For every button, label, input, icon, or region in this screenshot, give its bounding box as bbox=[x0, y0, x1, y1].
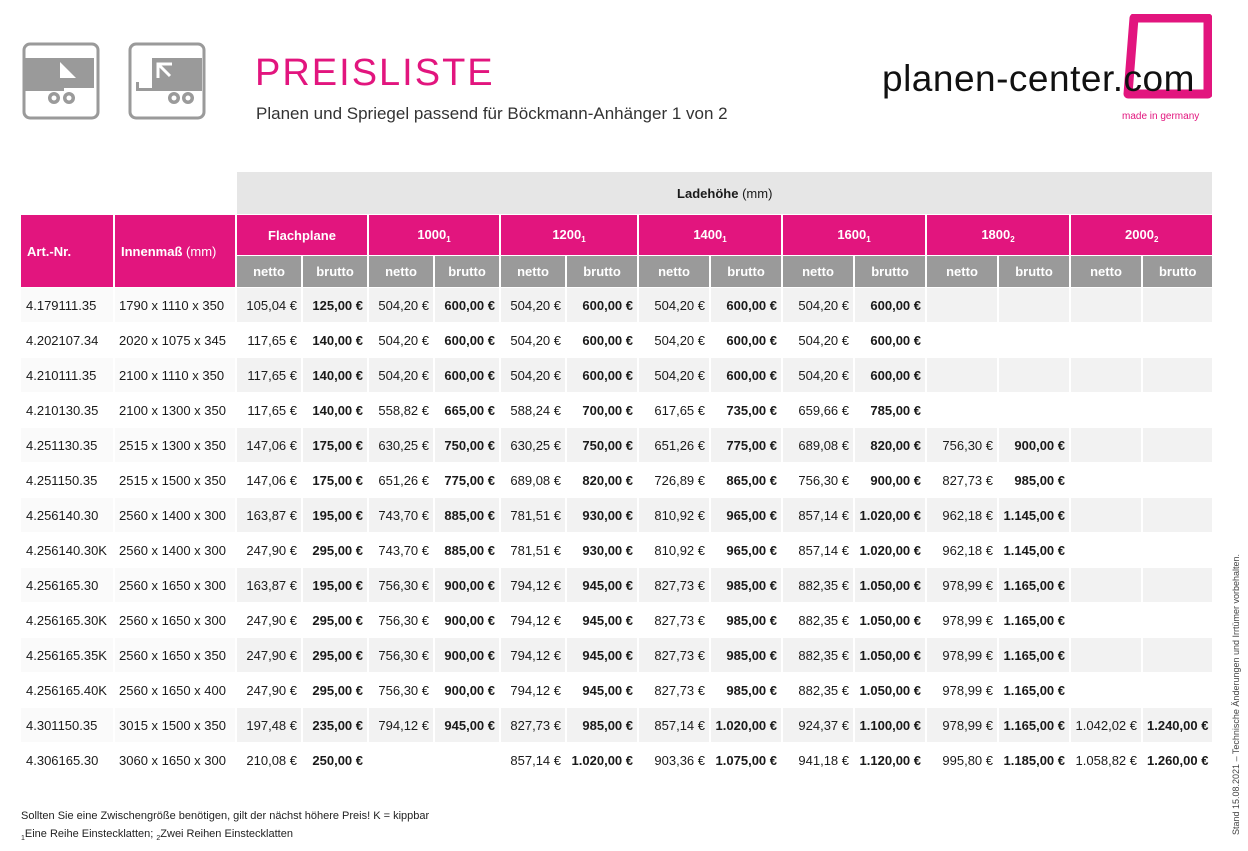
covered-trailer-icon bbox=[22, 42, 100, 120]
price-netto: 163,87 € bbox=[237, 568, 303, 603]
inner-dimensions: 2560 x 1400 x 300 bbox=[115, 533, 237, 568]
price-brutto: 1.020,00 € bbox=[855, 533, 927, 568]
price-netto: 794,12 € bbox=[501, 673, 567, 708]
price-brutto: 820,00 € bbox=[567, 463, 639, 498]
price-brutto: 195,00 € bbox=[303, 568, 369, 603]
height-header-flachplane: Flachplane bbox=[237, 215, 369, 256]
price-netto: 756,30 € bbox=[369, 673, 435, 708]
price-netto: 588,24 € bbox=[501, 393, 567, 428]
price-brutto: 295,00 € bbox=[303, 603, 369, 638]
price-brutto bbox=[1143, 638, 1214, 673]
price-netto: 941,18 € bbox=[783, 743, 855, 778]
price-netto bbox=[1071, 288, 1143, 323]
price-brutto: 1.050,00 € bbox=[855, 568, 927, 603]
price-brutto: 985,00 € bbox=[711, 603, 783, 638]
height-header-1800: $1800_2$ bbox=[927, 215, 1071, 256]
price-brutto: 295,00 € bbox=[303, 638, 369, 673]
table-row bbox=[21, 638, 1214, 673]
price-netto: 743,70 € bbox=[369, 498, 435, 533]
price-netto: 857,14 € bbox=[639, 708, 711, 743]
price-netto: 504,20 € bbox=[369, 323, 435, 358]
price-netto: 117,65 € bbox=[237, 358, 303, 393]
table-row bbox=[21, 358, 1214, 393]
article-number: 4.256165.35K bbox=[21, 638, 115, 673]
price-brutto bbox=[999, 323, 1071, 358]
table-row bbox=[21, 603, 1214, 638]
price-brutto: 930,00 € bbox=[567, 498, 639, 533]
price-brutto: 1.165,00 € bbox=[999, 603, 1071, 638]
price-netto: 810,92 € bbox=[639, 498, 711, 533]
brutto-header: brutto bbox=[855, 256, 927, 288]
brutto-header: brutto bbox=[1143, 256, 1214, 288]
price-brutto: 985,00 € bbox=[999, 463, 1071, 498]
price-brutto: 1.165,00 € bbox=[999, 673, 1071, 708]
price-brutto: 175,00 € bbox=[303, 463, 369, 498]
inner-dimensions: 2020 x 1075 x 345 bbox=[115, 323, 237, 358]
price-netto: 504,20 € bbox=[501, 358, 567, 393]
price-table bbox=[21, 172, 1214, 778]
netto-header: netto bbox=[501, 256, 567, 288]
company-logo bbox=[882, 12, 1212, 127]
article-number: 4.306165.30 bbox=[21, 743, 115, 778]
inner-dimensions: 1790 x 1110 x 350 bbox=[115, 288, 237, 323]
price-brutto bbox=[1143, 568, 1214, 603]
price-netto: 1.058,82 € bbox=[1071, 743, 1143, 778]
price-brutto: 1.165,00 € bbox=[999, 708, 1071, 743]
price-netto: 210,08 € bbox=[237, 743, 303, 778]
price-netto: 504,20 € bbox=[369, 358, 435, 393]
price-brutto: 965,00 € bbox=[711, 498, 783, 533]
article-number: 4.301150.35 bbox=[21, 708, 115, 743]
side-note: Stand 15.08.2021 – Technische Änderungen und Irrtümer vorbehalten. bbox=[1231, 553, 1241, 835]
price-brutto bbox=[1143, 673, 1214, 708]
price-brutto: 1.145,00 € bbox=[999, 533, 1071, 568]
price-brutto: 985,00 € bbox=[567, 708, 639, 743]
price-brutto: 140,00 € bbox=[303, 358, 369, 393]
brutto-header: brutto bbox=[999, 256, 1071, 288]
price-brutto: 1.240,00 € bbox=[1143, 708, 1214, 743]
price-netto: 962,18 € bbox=[927, 498, 999, 533]
price-netto: 978,99 € bbox=[927, 638, 999, 673]
article-number: 4.256140.30K bbox=[21, 533, 115, 568]
price-brutto bbox=[999, 288, 1071, 323]
article-number: 4.251150.35 bbox=[21, 463, 115, 498]
price-netto bbox=[927, 393, 999, 428]
price-brutto: 1.120,00 € bbox=[855, 743, 927, 778]
price-brutto bbox=[1143, 498, 1214, 533]
price-brutto: 600,00 € bbox=[855, 358, 927, 393]
price-netto bbox=[1071, 393, 1143, 428]
inner-dimensions: 2560 x 1650 x 300 bbox=[115, 603, 237, 638]
price-brutto: 1.185,00 € bbox=[999, 743, 1071, 778]
article-number: 4.210130.35 bbox=[21, 393, 115, 428]
price-netto: 794,12 € bbox=[369, 708, 435, 743]
price-brutto bbox=[999, 358, 1071, 393]
height-header-1400: $1400_1$ bbox=[639, 215, 783, 256]
article-number: 4.256140.30 bbox=[21, 498, 115, 533]
price-netto: 504,20 € bbox=[783, 288, 855, 323]
price-netto: 882,35 € bbox=[783, 638, 855, 673]
netto-header: netto bbox=[237, 256, 303, 288]
price-netto: 857,14 € bbox=[783, 533, 855, 568]
price-netto: 504,20 € bbox=[501, 288, 567, 323]
price-netto bbox=[1071, 638, 1143, 673]
price-netto bbox=[1071, 463, 1143, 498]
price-netto: 882,35 € bbox=[783, 568, 855, 603]
price-brutto: 1.100,00 € bbox=[855, 708, 927, 743]
table-row bbox=[21, 463, 1214, 498]
price-brutto: 1.050,00 € bbox=[855, 603, 927, 638]
inner-dimensions: 2515 x 1500 x 350 bbox=[115, 463, 237, 498]
price-brutto: 600,00 € bbox=[567, 323, 639, 358]
price-netto: 756,30 € bbox=[369, 568, 435, 603]
price-brutto: 1.075,00 € bbox=[711, 743, 783, 778]
price-brutto: 1.050,00 € bbox=[855, 673, 927, 708]
price-brutto: 945,00 € bbox=[567, 603, 639, 638]
price-brutto bbox=[1143, 288, 1214, 323]
price-netto: 743,70 € bbox=[369, 533, 435, 568]
price-brutto: 985,00 € bbox=[711, 638, 783, 673]
price-brutto: 930,00 € bbox=[567, 533, 639, 568]
price-netto: 504,20 € bbox=[369, 288, 435, 323]
price-netto: 781,51 € bbox=[501, 498, 567, 533]
height-header-2000: $2000_2$ bbox=[1071, 215, 1214, 256]
price-netto: 903,36 € bbox=[639, 743, 711, 778]
table-row bbox=[21, 568, 1214, 603]
price-brutto: 900,00 € bbox=[435, 603, 501, 638]
price-brutto: 600,00 € bbox=[567, 288, 639, 323]
price-netto: 147,06 € bbox=[237, 463, 303, 498]
price-netto: 827,73 € bbox=[639, 638, 711, 673]
price-brutto: 1.020,00 € bbox=[711, 708, 783, 743]
brutto-header: brutto bbox=[303, 256, 369, 288]
inner-dimensions: 2560 x 1650 x 400 bbox=[115, 673, 237, 708]
price-brutto: 600,00 € bbox=[567, 358, 639, 393]
price-brutto: 945,00 € bbox=[435, 708, 501, 743]
article-number: 4.256165.30K bbox=[21, 603, 115, 638]
price-netto: 689,08 € bbox=[783, 428, 855, 463]
price-netto: 504,20 € bbox=[783, 358, 855, 393]
price-netto: 1.042,02 € bbox=[1071, 708, 1143, 743]
logo-tagline: made in germany bbox=[1122, 111, 1200, 122]
article-number: 4.251130.35 bbox=[21, 428, 115, 463]
table-row bbox=[21, 393, 1214, 428]
article-number: 4.202107.34 bbox=[21, 323, 115, 358]
price-brutto: 750,00 € bbox=[567, 428, 639, 463]
price-netto: 882,35 € bbox=[783, 673, 855, 708]
price-brutto: 1.020,00 € bbox=[567, 743, 639, 778]
price-brutto: 235,00 € bbox=[303, 708, 369, 743]
artnr-header: Art.-Nr. bbox=[21, 215, 115, 288]
table-row bbox=[21, 323, 1214, 358]
price-brutto: 945,00 € bbox=[567, 568, 639, 603]
price-netto bbox=[1071, 568, 1143, 603]
table-corner bbox=[21, 172, 237, 215]
price-netto: 857,14 € bbox=[783, 498, 855, 533]
price-netto bbox=[927, 358, 999, 393]
price-brutto: 775,00 € bbox=[711, 428, 783, 463]
table-row bbox=[21, 708, 1214, 743]
price-netto: 827,73 € bbox=[501, 708, 567, 743]
price-netto: 978,99 € bbox=[927, 673, 999, 708]
price-brutto: 900,00 € bbox=[855, 463, 927, 498]
price-brutto: 600,00 € bbox=[435, 323, 501, 358]
price-brutto: 1.260,00 € bbox=[1143, 743, 1214, 778]
price-netto: 558,82 € bbox=[369, 393, 435, 428]
price-netto: 117,65 € bbox=[237, 323, 303, 358]
price-brutto: 900,00 € bbox=[435, 568, 501, 603]
price-netto: 504,20 € bbox=[501, 323, 567, 358]
table-row bbox=[21, 533, 1214, 568]
price-brutto: 1.020,00 € bbox=[855, 498, 927, 533]
brutto-header: brutto bbox=[711, 256, 783, 288]
price-netto: 978,99 € bbox=[927, 568, 999, 603]
price-brutto: 775,00 € bbox=[435, 463, 501, 498]
price-netto: 827,73 € bbox=[639, 673, 711, 708]
price-netto: 247,90 € bbox=[237, 673, 303, 708]
price-brutto: 885,00 € bbox=[435, 498, 501, 533]
price-brutto: 945,00 € bbox=[567, 638, 639, 673]
price-netto bbox=[369, 743, 435, 778]
price-netto: 794,12 € bbox=[501, 603, 567, 638]
price-netto: 247,90 € bbox=[237, 603, 303, 638]
price-netto: 794,12 € bbox=[501, 568, 567, 603]
netto-header: netto bbox=[783, 256, 855, 288]
price-brutto: 295,00 € bbox=[303, 673, 369, 708]
height-header-1200: $1200_1$ bbox=[501, 215, 639, 256]
price-brutto: 600,00 € bbox=[711, 358, 783, 393]
price-netto: 630,25 € bbox=[369, 428, 435, 463]
price-brutto bbox=[1143, 603, 1214, 638]
ladehoehe-header: Ladehöhe (mm) bbox=[237, 172, 1214, 215]
article-number: 4.256165.30 bbox=[21, 568, 115, 603]
price-netto: 105,04 € bbox=[237, 288, 303, 323]
price-netto: 924,37 € bbox=[783, 708, 855, 743]
article-number: 4.210111.35 bbox=[21, 358, 115, 393]
inner-dimensions: 2515 x 1300 x 350 bbox=[115, 428, 237, 463]
price-brutto: 600,00 € bbox=[711, 323, 783, 358]
price-netto: 197,48 € bbox=[237, 708, 303, 743]
footnote-zwischengroesse: Sollten Sie eine Zwischengröße benötigen, gilt der nächst höhere Preis! K = kippbar bbox=[21, 810, 430, 822]
netto-header: netto bbox=[927, 256, 999, 288]
logo-text: planen-center.com bbox=[882, 58, 1195, 99]
price-netto: 504,20 € bbox=[639, 288, 711, 323]
price-brutto: 295,00 € bbox=[303, 533, 369, 568]
price-brutto bbox=[1143, 428, 1214, 463]
article-number: 4.179111.35 bbox=[21, 288, 115, 323]
price-netto bbox=[1071, 673, 1143, 708]
price-netto: 617,65 € bbox=[639, 393, 711, 428]
price-brutto: 985,00 € bbox=[711, 673, 783, 708]
price-netto: 995,80 € bbox=[927, 743, 999, 778]
price-netto: 247,90 € bbox=[237, 533, 303, 568]
table-row bbox=[21, 288, 1214, 323]
price-brutto: 600,00 € bbox=[855, 323, 927, 358]
price-netto: 857,14 € bbox=[501, 743, 567, 778]
table-row bbox=[21, 428, 1214, 463]
inner-dimensions: 3060 x 1650 x 300 bbox=[115, 743, 237, 778]
inner-dimensions: 2560 x 1650 x 350 bbox=[115, 638, 237, 673]
inner-dimensions: 3015 x 1500 x 350 bbox=[115, 708, 237, 743]
price-brutto bbox=[1143, 533, 1214, 568]
price-brutto: 985,00 € bbox=[711, 568, 783, 603]
price-brutto: 885,00 € bbox=[435, 533, 501, 568]
price-brutto: 1.050,00 € bbox=[855, 638, 927, 673]
price-brutto: 250,00 € bbox=[303, 743, 369, 778]
price-brutto: 735,00 € bbox=[711, 393, 783, 428]
price-brutto bbox=[1143, 393, 1214, 428]
height-header-1600: $1600_1$ bbox=[783, 215, 927, 256]
price-netto: 978,99 € bbox=[927, 708, 999, 743]
price-netto: 827,73 € bbox=[639, 603, 711, 638]
price-netto: 756,30 € bbox=[927, 428, 999, 463]
price-netto: 756,30 € bbox=[369, 638, 435, 673]
price-brutto: 1.145,00 € bbox=[999, 498, 1071, 533]
innenmass-header: Innenmaß (mm) bbox=[115, 215, 237, 288]
price-brutto: 965,00 € bbox=[711, 533, 783, 568]
price-brutto: 900,00 € bbox=[435, 673, 501, 708]
price-netto: 794,12 € bbox=[501, 638, 567, 673]
price-brutto: 600,00 € bbox=[435, 288, 501, 323]
inner-dimensions: 2560 x 1400 x 300 bbox=[115, 498, 237, 533]
inner-dimensions: 2560 x 1650 x 300 bbox=[115, 568, 237, 603]
price-netto bbox=[1071, 603, 1143, 638]
price-netto: 117,65 € bbox=[237, 393, 303, 428]
price-netto: 756,30 € bbox=[783, 463, 855, 498]
netto-header: netto bbox=[1071, 256, 1143, 288]
open-trailer-icon bbox=[128, 42, 206, 120]
price-netto: 962,18 € bbox=[927, 533, 999, 568]
price-netto bbox=[1071, 533, 1143, 568]
price-brutto bbox=[1143, 323, 1214, 358]
footnote-einstecklatten: $_1$Eine Reihe Einstecklatten; $_2$Zwei Reihen Einstecklatten bbox=[21, 828, 293, 842]
price-netto: 978,99 € bbox=[927, 603, 999, 638]
price-netto: 163,87 € bbox=[237, 498, 303, 533]
price-netto: 504,20 € bbox=[783, 323, 855, 358]
price-netto bbox=[927, 323, 999, 358]
price-brutto: 945,00 € bbox=[567, 673, 639, 708]
price-brutto: 140,00 € bbox=[303, 393, 369, 428]
article-number: 4.256165.40K bbox=[21, 673, 115, 708]
price-brutto: 900,00 € bbox=[999, 428, 1071, 463]
price-netto bbox=[1071, 498, 1143, 533]
price-netto: 781,51 € bbox=[501, 533, 567, 568]
price-netto bbox=[1071, 358, 1143, 393]
price-netto: 247,90 € bbox=[237, 638, 303, 673]
price-netto: 882,35 € bbox=[783, 603, 855, 638]
price-brutto: 700,00 € bbox=[567, 393, 639, 428]
price-brutto: 175,00 € bbox=[303, 428, 369, 463]
price-netto: 651,26 € bbox=[369, 463, 435, 498]
price-netto: 689,08 € bbox=[501, 463, 567, 498]
price-netto: 659,66 € bbox=[783, 393, 855, 428]
price-brutto: 600,00 € bbox=[435, 358, 501, 393]
price-netto: 810,92 € bbox=[639, 533, 711, 568]
price-netto: 651,26 € bbox=[639, 428, 711, 463]
price-netto: 504,20 € bbox=[639, 323, 711, 358]
price-netto bbox=[1071, 323, 1143, 358]
price-brutto: 1.165,00 € bbox=[999, 638, 1071, 673]
price-netto: 756,30 € bbox=[369, 603, 435, 638]
netto-header: netto bbox=[639, 256, 711, 288]
price-brutto: 750,00 € bbox=[435, 428, 501, 463]
price-brutto: 140,00 € bbox=[303, 323, 369, 358]
price-netto: 630,25 € bbox=[501, 428, 567, 463]
price-netto: 504,20 € bbox=[639, 358, 711, 393]
price-brutto: 900,00 € bbox=[435, 638, 501, 673]
price-brutto: 600,00 € bbox=[855, 288, 927, 323]
brutto-header: brutto bbox=[435, 256, 501, 288]
table-row bbox=[21, 673, 1214, 708]
brutto-header: brutto bbox=[567, 256, 639, 288]
netto-header: netto bbox=[369, 256, 435, 288]
price-brutto bbox=[1143, 463, 1214, 498]
price-brutto: 665,00 € bbox=[435, 393, 501, 428]
price-netto bbox=[1071, 428, 1143, 463]
price-netto bbox=[927, 288, 999, 323]
table-row bbox=[21, 743, 1214, 778]
price-netto: 147,06 € bbox=[237, 428, 303, 463]
inner-dimensions: 2100 x 1300 x 350 bbox=[115, 393, 237, 428]
height-header-1000: $1000_1$ bbox=[369, 215, 501, 256]
price-brutto: 865,00 € bbox=[711, 463, 783, 498]
price-brutto: 125,00 € bbox=[303, 288, 369, 323]
price-brutto: 195,00 € bbox=[303, 498, 369, 533]
price-brutto: 820,00 € bbox=[855, 428, 927, 463]
inner-dimensions: 2100 x 1110 x 350 bbox=[115, 358, 237, 393]
table-row bbox=[21, 498, 1214, 533]
page-title: PREISLISTE bbox=[255, 52, 495, 94]
price-brutto bbox=[1143, 358, 1214, 393]
price-netto: 827,73 € bbox=[927, 463, 999, 498]
price-brutto: 600,00 € bbox=[711, 288, 783, 323]
price-brutto: 1.165,00 € bbox=[999, 568, 1071, 603]
price-netto: 726,89 € bbox=[639, 463, 711, 498]
page-subtitle: Planen und Spriegel passend für Böckmann-Anhänger 1 von 2 bbox=[256, 104, 728, 123]
price-netto: 827,73 € bbox=[639, 568, 711, 603]
price-brutto bbox=[999, 393, 1071, 428]
price-brutto bbox=[435, 743, 501, 778]
price-brutto: 785,00 € bbox=[855, 393, 927, 428]
